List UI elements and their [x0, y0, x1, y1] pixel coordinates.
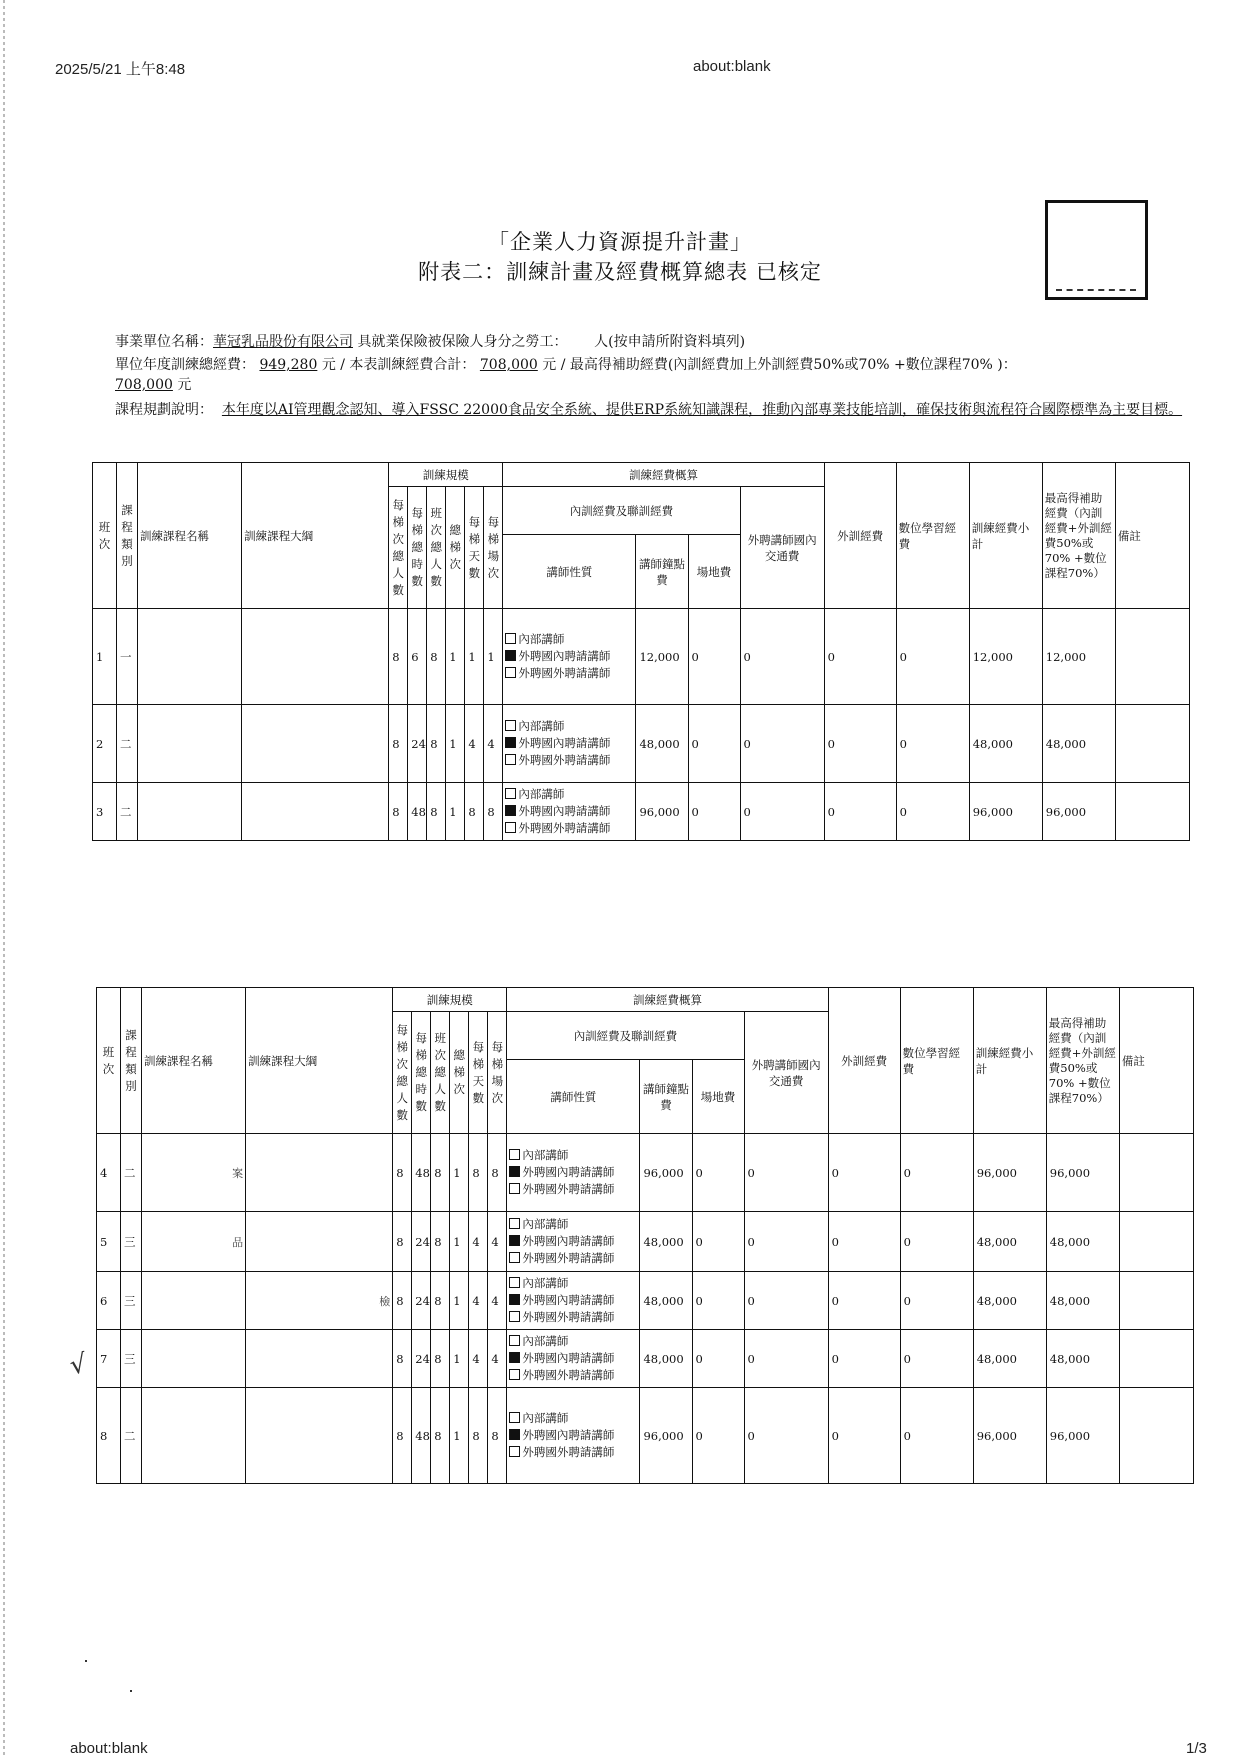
cell-course-outline	[246, 1330, 393, 1388]
checkbox-foreign-external	[509, 1183, 520, 1194]
cell-hours: 6	[408, 609, 427, 705]
checkbox-domestic-external	[509, 1294, 520, 1305]
table-row	[93, 705, 1190, 783]
hdr-digital: 數位學習經費	[900, 988, 973, 1134]
cell-class-no: 4	[97, 1134, 121, 1212]
cell-digital: 0	[900, 1134, 973, 1212]
table-row	[97, 1134, 1194, 1212]
cell-hc: 8	[393, 1272, 412, 1330]
cell-hc: 8	[389, 609, 408, 705]
hdr-total-people: 班 次 總 人 數	[427, 487, 446, 609]
hdr-sessions: 每 梯 場 次	[484, 487, 503, 609]
checkbox-internal	[505, 720, 516, 731]
cell-hours: 24	[412, 1330, 431, 1388]
table-row	[97, 1212, 1194, 1272]
cell-hours: 48	[408, 783, 427, 841]
table-row	[93, 783, 1190, 841]
table-row	[97, 1330, 1194, 1388]
hdr-internal-budget: 內訓經費及聯訓經費	[503, 487, 740, 535]
cell-sessions: 1	[484, 609, 503, 705]
cell-transport: 0	[740, 783, 824, 841]
cell-batches: 1	[450, 1212, 469, 1272]
cell-batches: 1	[450, 1134, 469, 1212]
cell-digital: 0	[896, 783, 969, 841]
cell-external: 0	[824, 705, 896, 783]
checkbox-internal	[509, 1277, 520, 1288]
cell-sessions: 8	[484, 783, 503, 841]
checkbox-foreign-external	[509, 1311, 520, 1322]
table-row	[97, 1388, 1194, 1484]
cell-category: 二	[121, 1134, 142, 1212]
plan-line: 課程規劃說明： 本年度以AI管理觀念認知、導入FSSC 22000食品安全系統、提供ERP系統知識課程，推動內部專業技能培訓，確保技術與流程符合國際標準為主要目標。	[115, 402, 1183, 418]
cell-course-outline	[242, 783, 389, 841]
cell-class-no: 3	[93, 783, 117, 841]
cell-remarks	[1119, 1134, 1193, 1212]
page-number: 1/3	[1186, 1740, 1207, 1757]
cell-external: 0	[824, 783, 896, 841]
cell-batches: 1	[450, 1388, 469, 1484]
cell-transport: 0	[740, 609, 824, 705]
cell-max-subsidy: 48,000	[1042, 705, 1115, 783]
table-row	[93, 609, 1190, 705]
cell-days: 4	[469, 1330, 488, 1388]
hdr-per-class-hours: 每 梯 總 時 數	[412, 1012, 431, 1134]
checkbox-domestic-external	[509, 1166, 520, 1177]
print-url-footer: about:blank	[70, 1740, 148, 1757]
cell-people: 8	[431, 1212, 450, 1272]
print-url-header: about:blank	[693, 58, 771, 75]
budget-table-total: 708,000	[479, 357, 538, 373]
hdr-transport: 外聘講師國內交通費	[744, 1012, 828, 1134]
cell-people: 8	[431, 1330, 450, 1388]
cell-digital: 0	[900, 1388, 973, 1484]
cell-course-name	[138, 783, 242, 841]
cell-category: 三	[121, 1272, 142, 1330]
hdr-course-name: 訓練課程名稱	[138, 463, 242, 609]
cell-course-name	[142, 1272, 246, 1330]
cell-class-no: 2	[93, 705, 117, 783]
cell-sessions: 4	[488, 1212, 507, 1272]
cell-days: 8	[469, 1388, 488, 1484]
cell-course-name	[142, 1388, 246, 1484]
cell-venue-fee: 0	[692, 1134, 744, 1212]
checkbox-internal	[505, 633, 516, 644]
cell-subtotal: 48,000	[969, 705, 1042, 783]
cell-lecturer-fee: 96,000	[636, 783, 688, 841]
cell-hours: 24	[412, 1212, 431, 1272]
cell-class-no: 7	[97, 1330, 121, 1388]
hdr-total-people: 班 次 總 人 數	[431, 1012, 450, 1134]
hdr-class-no: 班 次	[93, 463, 117, 609]
cell-hc: 8	[389, 705, 408, 783]
cell-course-outline	[246, 1388, 393, 1484]
cell-max-subsidy: 48,000	[1046, 1272, 1119, 1330]
budget-total: 949,280	[259, 357, 318, 373]
cell-venue-fee: 0	[692, 1388, 744, 1484]
cell-digital: 0	[900, 1272, 973, 1330]
cell-hc: 8	[393, 1388, 412, 1484]
cell-days: 4	[469, 1212, 488, 1272]
hdr-per-class-people: 每 梯 次 總 人 數	[393, 1012, 412, 1134]
cell-days: 1	[465, 609, 484, 705]
scan-mark: 案	[232, 1166, 244, 1180]
plan-text: 本年度以AI管理觀念認知、導入FSSC 22000食品安全系統、提供ERP系統知識課程，推動內部專業技能培訓，確保技術與流程符合國際標準為主要目標。	[221, 402, 1183, 418]
cell-class-no: 8	[97, 1388, 121, 1484]
training-table-2	[96, 987, 1194, 1484]
cell-external: 0	[828, 1212, 900, 1272]
hdr-subtotal: 訓練經費小計	[973, 988, 1046, 1134]
cell-lecturer-fee: 48,000	[640, 1330, 692, 1388]
hdr-subtotal: 訓練經費小計	[969, 463, 1042, 609]
cell-people: 8	[427, 705, 446, 783]
cell-days: 8	[465, 783, 484, 841]
cell-remarks	[1115, 609, 1189, 705]
cell-course-name	[138, 705, 242, 783]
handwritten-check: √	[67, 1348, 90, 1382]
checkbox-domestic-external	[505, 805, 516, 816]
checkbox-domestic-external	[509, 1352, 520, 1363]
checkbox-domestic-external	[505, 650, 516, 661]
cell-sessions: 8	[488, 1388, 507, 1484]
hdr-remarks: 備註	[1119, 988, 1193, 1134]
cell-days: 4	[465, 705, 484, 783]
cell-lecturer-fee: 12,000	[636, 609, 688, 705]
cell-max-subsidy: 48,000	[1046, 1330, 1119, 1388]
checkbox-domestic-external	[505, 737, 516, 748]
hdr-course-name: 訓練課程名稱	[142, 988, 246, 1134]
checkbox-foreign-external	[509, 1252, 520, 1263]
cell-hours: 24	[412, 1272, 431, 1330]
cell-people: 8	[431, 1272, 450, 1330]
hdr-course-outline: 訓練課程大綱	[242, 463, 389, 609]
cell-venue-fee: 0	[688, 609, 740, 705]
cell-sessions: 4	[488, 1330, 507, 1388]
cell-transport: 0	[744, 1388, 828, 1484]
cell-remarks	[1119, 1330, 1193, 1388]
org-name: 華冠乳品股份有限公司	[213, 334, 353, 350]
cell-course-outline	[242, 705, 389, 783]
hdr-budget: 訓練經費概算	[503, 463, 824, 487]
checkbox-foreign-external	[505, 667, 516, 678]
cell-course-outline	[246, 1134, 393, 1212]
cell-class-no: 1	[93, 609, 117, 705]
cell-lecturer-type: 內部講師 外聘國內聘請講師 外聘國外聘請講師	[503, 783, 636, 841]
hdr-course-outline: 訓練課程大綱	[246, 988, 393, 1134]
cell-course-outline	[246, 1212, 393, 1272]
cell-digital: 0	[896, 609, 969, 705]
cell-remarks	[1115, 783, 1189, 841]
cell-external: 0	[828, 1388, 900, 1484]
hdr-per-class-hours: 每 梯 總 時 數	[408, 487, 427, 609]
org-line: 事業單位名稱：華冠乳品股份有限公司 具就業保險被保險人身分之勞工： 人(按申請所附資料填列)	[115, 334, 746, 350]
cell-class-no: 6	[97, 1272, 121, 1330]
checkbox-internal	[509, 1335, 520, 1346]
table-row	[97, 1272, 1194, 1330]
hdr-remarks: 備註	[1115, 463, 1189, 609]
cell-digital: 0	[900, 1212, 973, 1272]
cell-subtotal: 96,000	[973, 1134, 1046, 1212]
checkbox-foreign-external	[505, 822, 516, 833]
cell-external: 0	[828, 1272, 900, 1330]
cell-people: 8	[427, 609, 446, 705]
cell-category: 三	[121, 1212, 142, 1272]
training-table-1	[92, 462, 1190, 841]
cell-course-name	[142, 1330, 246, 1388]
hdr-venue-fee: 場地費	[688, 535, 740, 609]
cell-people: 8	[427, 783, 446, 841]
hdr-scale: 訓練規模	[389, 463, 503, 487]
cell-batches: 1	[446, 705, 465, 783]
cell-max-subsidy: 96,000	[1042, 783, 1115, 841]
scan-speck	[130, 1690, 132, 1692]
cell-lecturer-fee: 48,000	[640, 1272, 692, 1330]
cell-course-name	[138, 609, 242, 705]
checkbox-internal	[509, 1149, 520, 1160]
cell-course-outline	[242, 609, 389, 705]
checkbox-internal	[509, 1218, 520, 1229]
cell-subtotal: 48,000	[973, 1330, 1046, 1388]
cell-people: 8	[431, 1134, 450, 1212]
hdr-scale: 訓練規模	[393, 988, 507, 1012]
cell-course-name	[142, 1212, 246, 1272]
cell-external: 0	[828, 1134, 900, 1212]
approval-stamp	[1045, 200, 1148, 300]
cell-subtotal: 48,000	[973, 1272, 1046, 1330]
cell-hours: 24	[408, 705, 427, 783]
cell-sessions: 4	[484, 705, 503, 783]
cell-batches: 1	[450, 1272, 469, 1330]
cell-remarks	[1115, 705, 1189, 783]
checkbox-foreign-external	[505, 754, 516, 765]
scan-speck	[85, 1660, 87, 1662]
cell-batches: 1	[446, 609, 465, 705]
cell-batches: 1	[446, 783, 465, 841]
cell-lecturer-type: 內部講師 外聘國內聘請講師 外聘國外聘請講師	[507, 1212, 640, 1272]
hdr-category: 課 程 類 別	[121, 988, 142, 1134]
cell-subtotal: 96,000	[973, 1388, 1046, 1484]
cell-lecturer-type: 內部講師 外聘國內聘請講師 外聘國外聘請講師	[507, 1388, 640, 1484]
print-timestamp: 2025/5/21 上午8:48	[55, 61, 186, 78]
cell-subtotal: 48,000	[973, 1212, 1046, 1272]
cell-digital: 0	[896, 705, 969, 783]
hdr-digital: 數位學習經費	[896, 463, 969, 609]
checkbox-foreign-external	[509, 1446, 520, 1457]
cell-lecturer-type: 內部講師 外聘國內聘請講師 外聘國外聘請講師	[507, 1272, 640, 1330]
cell-subtotal: 12,000	[969, 609, 1042, 705]
hdr-external-training: 外訓經費	[828, 988, 900, 1134]
cell-course-outline	[246, 1272, 393, 1330]
cell-batches: 1	[450, 1330, 469, 1388]
hdr-transport: 外聘講師國內交通費	[740, 487, 824, 609]
cell-category: 二	[121, 1388, 142, 1484]
cell-lecturer-fee: 48,000	[636, 705, 688, 783]
cell-transport: 0	[744, 1330, 828, 1388]
cell-transport: 0	[744, 1272, 828, 1330]
cell-venue-fee: 0	[692, 1212, 744, 1272]
hdr-lecturer-fee: 講師鐘點費	[636, 535, 688, 609]
hdr-lecturer-fee: 講師鐘點費	[640, 1060, 692, 1134]
hdr-sessions: 每 梯 場 次	[488, 1012, 507, 1134]
budget-max: 708,000	[115, 377, 173, 393]
cell-remarks	[1119, 1272, 1193, 1330]
cell-hc: 8	[393, 1134, 412, 1212]
hdr-total-batches: 總 梯 次	[450, 1012, 469, 1134]
hdr-max-subsidy: 最高得補助經費（內訓經費+外訓經費50%或70% +數位課程70%）	[1046, 988, 1119, 1134]
cell-external: 0	[824, 609, 896, 705]
cell-hours: 48	[412, 1388, 431, 1484]
checkbox-internal	[505, 788, 516, 799]
scan-mark: 品	[232, 1235, 244, 1249]
doc-title: 「企業人力資源提升計畫」	[488, 230, 752, 254]
cell-remarks	[1119, 1212, 1193, 1272]
cell-hc: 8	[389, 783, 408, 841]
cell-transport: 0	[740, 705, 824, 783]
cell-digital: 0	[900, 1330, 973, 1388]
scan-mark: 檢	[379, 1294, 391, 1308]
cell-external: 0	[828, 1330, 900, 1388]
hdr-external-training: 外訓經費	[824, 463, 896, 609]
cell-hc: 8	[393, 1330, 412, 1388]
cell-venue-fee: 0	[692, 1272, 744, 1330]
cell-lecturer-type: 內部講師 外聘國內聘請講師 外聘國外聘請講師	[507, 1134, 640, 1212]
cell-transport: 0	[744, 1212, 828, 1272]
cell-lecturer-fee: 96,000	[640, 1388, 692, 1484]
cell-venue-fee: 0	[688, 783, 740, 841]
hdr-max-subsidy: 最高得補助經費（內訓經費+外訓經費50%或70% +數位課程70%）	[1042, 463, 1115, 609]
hdr-days: 每 梯 天 數	[469, 1012, 488, 1134]
cell-lecturer-type: 內部講師 外聘國內聘請講師 外聘國外聘請講師	[503, 705, 636, 783]
doc-subtitle: 附表二：訓練計畫及經費概算總表 已核定	[418, 260, 822, 284]
cell-category: 一	[117, 609, 138, 705]
cell-lecturer-fee: 96,000	[640, 1134, 692, 1212]
cell-lecturer-type: 內部講師 外聘國內聘請講師 外聘國外聘請講師	[507, 1330, 640, 1388]
cell-category: 二	[117, 783, 138, 841]
cell-category: 三	[121, 1330, 142, 1388]
cell-hours: 48	[412, 1134, 431, 1212]
checkbox-domestic-external	[509, 1235, 520, 1246]
cell-course-name	[142, 1134, 246, 1212]
cell-max-subsidy: 96,000	[1046, 1134, 1119, 1212]
checkbox-domestic-external	[509, 1429, 520, 1440]
hdr-total-batches: 總 梯 次	[446, 487, 465, 609]
hdr-class-no: 班 次	[97, 988, 121, 1134]
cell-lecturer-type: 內部講師 外聘國內聘請講師 外聘國外聘請講師	[503, 609, 636, 705]
hdr-internal-budget: 內訓經費及聯訓經費	[507, 1012, 744, 1060]
cell-max-subsidy: 12,000	[1042, 609, 1115, 705]
cell-days: 4	[469, 1272, 488, 1330]
cell-sessions: 4	[488, 1272, 507, 1330]
cell-max-subsidy: 96,000	[1046, 1388, 1119, 1484]
hdr-category: 課 程 類 別	[117, 463, 138, 609]
cell-transport: 0	[744, 1134, 828, 1212]
cell-remarks	[1119, 1388, 1193, 1484]
hdr-venue-fee: 場地費	[692, 1060, 744, 1134]
budget-line: 單位年度訓練總經費： 949,280 元 / 本表訓練經費合計： 708,000 元 / 最高得補助經費(內訓經費加上外訓經費50%或70% +數位課程70% )： 708,000 元	[115, 357, 1017, 393]
cell-people: 8	[431, 1388, 450, 1484]
checkbox-internal	[509, 1412, 520, 1423]
cell-subtotal: 96,000	[969, 783, 1042, 841]
cell-class-no: 5	[97, 1212, 121, 1272]
cell-hc: 8	[393, 1212, 412, 1272]
hdr-budget: 訓練經費概算	[507, 988, 828, 1012]
hdr-lecturer-type: 講師性質	[503, 535, 636, 609]
cell-max-subsidy: 48,000	[1046, 1212, 1119, 1272]
cell-venue-fee: 0	[688, 705, 740, 783]
hdr-days: 每 梯 天 數	[465, 487, 484, 609]
cell-category: 二	[117, 705, 138, 783]
hdr-lecturer-type: 講師性質	[507, 1060, 640, 1134]
hdr-per-class-people: 每 梯 次 總 人 數	[389, 487, 408, 609]
cell-venue-fee: 0	[692, 1330, 744, 1388]
cell-days: 8	[469, 1134, 488, 1212]
cell-lecturer-fee: 48,000	[640, 1212, 692, 1272]
checkbox-foreign-external	[509, 1369, 520, 1380]
cell-sessions: 8	[488, 1134, 507, 1212]
